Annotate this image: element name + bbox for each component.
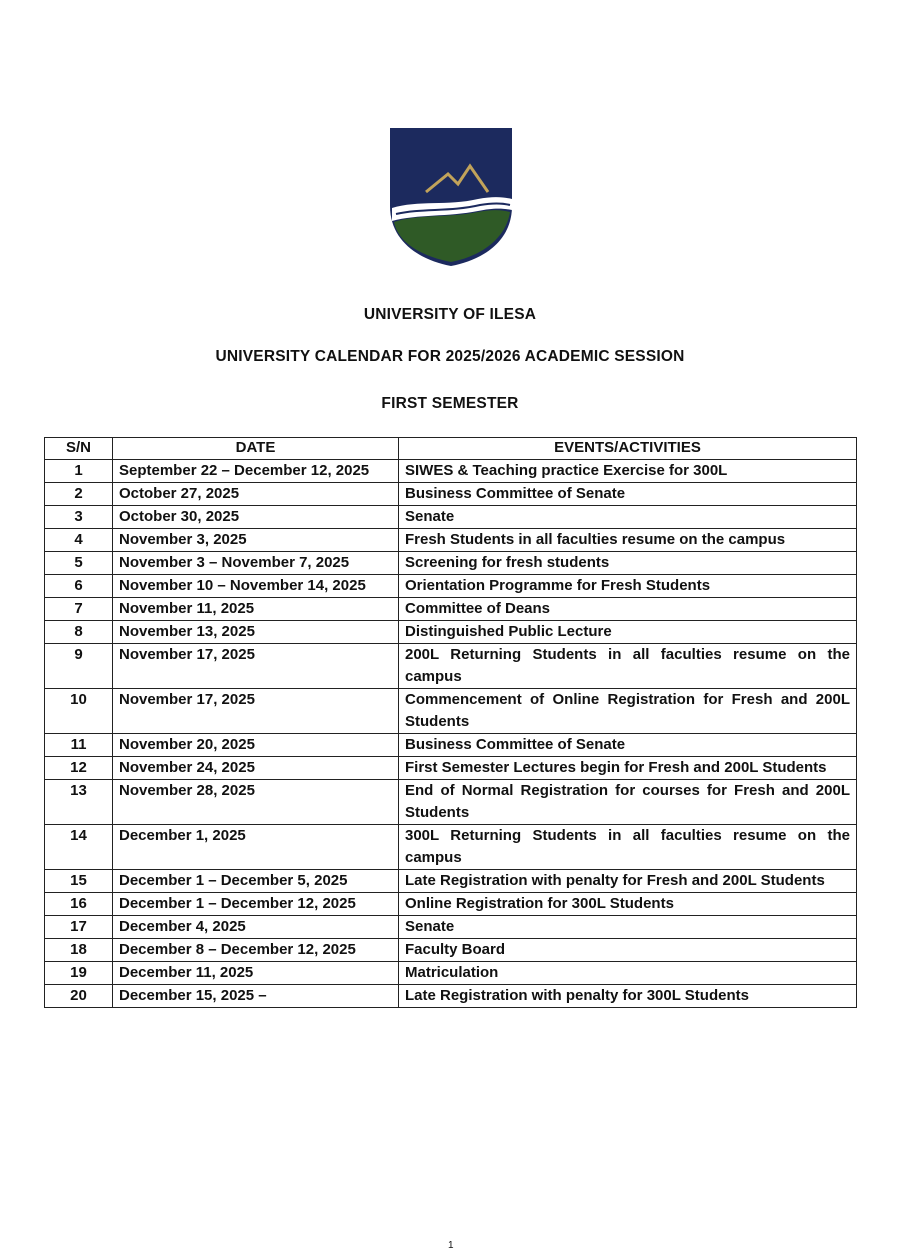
table-row xyxy=(45,552,857,575)
row-sn: 13 xyxy=(45,780,113,825)
row-date: December 4, 2025 xyxy=(113,916,399,939)
row-event: End of Normal Registration for courses for Fresh and 200L Students xyxy=(399,780,857,825)
table-row xyxy=(45,529,857,552)
row-date: December 1 – December 5, 2025 xyxy=(113,870,399,893)
row-date: September 22 – December 12, 2025 xyxy=(113,460,399,483)
table-row xyxy=(45,870,857,893)
row-date: October 27, 2025 xyxy=(113,483,399,506)
row-sn: 11 xyxy=(45,734,113,757)
university-name: UNIVERSITY OF ILESA xyxy=(363,306,537,323)
row-sn: 16 xyxy=(45,893,113,916)
row-event: Screening for fresh students xyxy=(399,552,857,575)
row-sn: 19 xyxy=(45,962,113,985)
row-sn: 7 xyxy=(45,598,113,621)
row-event: 300L Returning Students in all faculties resume on the campus xyxy=(399,825,857,870)
row-date: November 3 – November 7, 2025 xyxy=(113,552,399,575)
row-date: November 24, 2025 xyxy=(113,757,399,780)
row-sn: 6 xyxy=(45,575,113,598)
row-date: December 1 – December 12, 2025 xyxy=(113,893,399,916)
row-event: Commencement of Online Registration for Fresh and 200L Students xyxy=(399,689,857,734)
row-event: Senate xyxy=(399,506,857,529)
row-date: November 3, 2025 xyxy=(113,529,399,552)
table-row xyxy=(45,483,857,506)
table-row xyxy=(45,621,857,644)
row-date: November 28, 2025 xyxy=(113,780,399,825)
table-row xyxy=(45,734,857,757)
table-row xyxy=(45,689,857,734)
row-sn: 8 xyxy=(45,621,113,644)
calendar-table xyxy=(44,437,857,1008)
row-sn: 1 xyxy=(45,460,113,483)
row-sn: 2 xyxy=(45,483,113,506)
table-row xyxy=(45,598,857,621)
table-row xyxy=(45,506,857,529)
page-number: 1 xyxy=(448,1240,454,1251)
table-row xyxy=(45,757,857,780)
row-date: November 20, 2025 xyxy=(113,734,399,757)
row-sn: 9 xyxy=(45,644,113,689)
row-sn: 12 xyxy=(45,757,113,780)
row-sn: 10 xyxy=(45,689,113,734)
table-row xyxy=(45,962,857,985)
table-row xyxy=(45,460,857,483)
table-row xyxy=(45,575,857,598)
table-row xyxy=(45,780,857,825)
table-header-row xyxy=(45,438,857,460)
row-date: November 10 – November 14, 2025 xyxy=(113,575,399,598)
row-event: Orientation Programme for Fresh Students xyxy=(399,575,857,598)
row-event: Business Committee of Senate xyxy=(399,483,857,506)
row-event: Late Registration with penalty for Fresh and 200L Students xyxy=(399,870,857,893)
table-row xyxy=(45,939,857,962)
table-row xyxy=(45,916,857,939)
row-sn: 20 xyxy=(45,985,113,1008)
table-row xyxy=(45,985,857,1008)
semester-title: FIRST SEMESTER xyxy=(381,395,519,412)
row-date: November 13, 2025 xyxy=(113,621,399,644)
row-sn: 3 xyxy=(45,506,113,529)
row-date: November 17, 2025 xyxy=(113,689,399,734)
row-date: December 11, 2025 xyxy=(113,962,399,985)
university-crest-logo xyxy=(388,126,514,268)
row-event: First Semester Lectures begin for Fresh and 200L Students xyxy=(399,757,857,780)
row-date: November 11, 2025 xyxy=(113,598,399,621)
row-event: Matriculation xyxy=(399,962,857,985)
row-event: Senate xyxy=(399,916,857,939)
row-sn: 18 xyxy=(45,939,113,962)
row-event: Late Registration with penalty for 300L Students xyxy=(399,985,857,1008)
row-date: December 15, 2025 – xyxy=(113,985,399,1008)
row-event: Distinguished Public Lecture xyxy=(399,621,857,644)
row-event: Fresh Students in all faculties resume on the campus xyxy=(399,529,857,552)
table-row xyxy=(45,893,857,916)
row-sn: 4 xyxy=(45,529,113,552)
row-event: Online Registration for 300L Students xyxy=(399,893,857,916)
row-date: October 30, 2025 xyxy=(113,506,399,529)
calendar-title: UNIVERSITY CALENDAR FOR 2025/2026 ACADEMIC SESSION xyxy=(215,348,685,365)
row-event: Business Committee of Senate xyxy=(399,734,857,757)
column-header-events: EVENTS/ACTIVITIES xyxy=(399,438,857,460)
row-sn: 5 xyxy=(45,552,113,575)
row-date: December 1, 2025 xyxy=(113,825,399,870)
table-row xyxy=(45,644,857,689)
row-sn: 14 xyxy=(45,825,113,870)
row-event: SIWES & Teaching practice Exercise for 300L xyxy=(399,460,857,483)
row-event: Faculty Board xyxy=(399,939,857,962)
row-event: Committee of Deans xyxy=(399,598,857,621)
row-date: November 17, 2025 xyxy=(113,644,399,689)
row-sn: 17 xyxy=(45,916,113,939)
table-row xyxy=(45,825,857,870)
row-date: December 8 – December 12, 2025 xyxy=(113,939,399,962)
column-header-sn: S/N xyxy=(45,438,113,460)
row-sn: 15 xyxy=(45,870,113,893)
column-header-date: DATE xyxy=(113,438,399,460)
row-event: 200L Returning Students in all faculties resume on the campus xyxy=(399,644,857,689)
